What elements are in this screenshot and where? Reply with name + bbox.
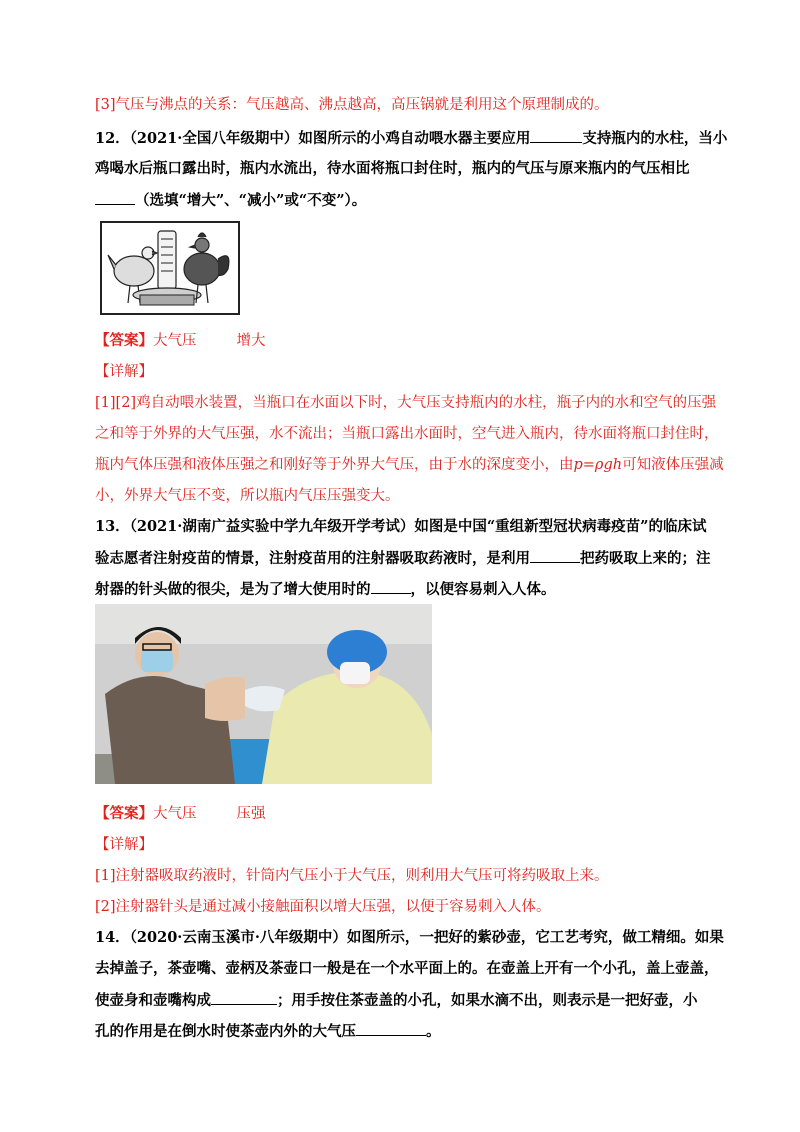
q12-line3 bbox=[95, 190, 366, 211]
q12-text-1b: 支持瓶内的水柱，当小 bbox=[582, 130, 728, 147]
q12-detail-tag: 【详解】 bbox=[95, 364, 153, 380]
q12-detail-3b: 可知液体压强减 bbox=[622, 457, 724, 473]
q12-detail-3a: 瓶内气体压强和液体压强之和刚好等于外界大气压，由于水的深度变小，由 bbox=[95, 457, 574, 473]
q13-answer-2: 压强 bbox=[236, 806, 266, 822]
q12-line2: 鸡喝水后瓶口露出时，瓶内水流出，待水面将瓶口封住时，瓶内的气压与原来瓶内的气压相比 bbox=[95, 160, 690, 177]
q13-number: 13． bbox=[95, 518, 130, 535]
chicken-feeder-illustration bbox=[102, 223, 238, 313]
answer-tag: 【答案】 bbox=[95, 332, 153, 349]
q13-blank-1[interactable] bbox=[530, 548, 580, 563]
q14-text-1: 如图所示，一把好的紫砂壶，它工艺考究，做工精细。如果 bbox=[346, 929, 724, 946]
q13-detail-2: [2]注射器针头是通过减小接触面积以增大压强，以便于容易刺入人体。 bbox=[95, 899, 551, 915]
q13-text-3a: 射器的针头做的很尖，是为了增大使用时的 bbox=[95, 581, 371, 598]
q12-source: （2021·全国八年级期中） bbox=[129, 130, 299, 147]
q12-detail-1: [1][2]鸡自动喂水装置，当瓶口在水面以下时，大气压支持瓶内的水柱，瓶子内的水和空气的压强 bbox=[95, 395, 717, 411]
q13-detail-tag: 【详解】 bbox=[95, 837, 153, 853]
q14-text-3a: 使壶身和壶嘴构成 bbox=[95, 992, 211, 1009]
q12-answer-1: 大气压 bbox=[153, 333, 197, 349]
q13-line3 bbox=[95, 579, 556, 600]
q12-number: 12． bbox=[95, 130, 130, 147]
q14-line2: 去掉盖子，茶壶嘴、壶柄及茶壶口一般是在一个水平面上的。在壶盖上开有一个小孔，盖上壶盖， bbox=[95, 960, 719, 977]
q13-line1 bbox=[95, 517, 707, 537]
chicken-feeder-figure bbox=[100, 221, 240, 315]
q14-text-4a: 孔的作用是在倒水时使茶壶内外的大气压 bbox=[95, 1023, 356, 1040]
q14-source: （2020·云南玉溪市·八年级期中） bbox=[129, 929, 347, 946]
vaccination-illustration bbox=[95, 604, 432, 784]
q13-line2 bbox=[95, 548, 711, 569]
formula: p=ρgh bbox=[573, 457, 623, 473]
q14-blank-1[interactable] bbox=[211, 990, 277, 1005]
q13-detail-1: [1]注射器吸取药液时，针筒内气压小于大气压，则利用大气压可将药吸取上来。 bbox=[95, 868, 609, 884]
q12-answer bbox=[95, 331, 266, 351]
q13-text-2a: 验志愿者注射疫苗的情景，注射疫苗用的注射器吸取药液时，是利用 bbox=[95, 550, 530, 567]
q14-text-3b: ；用手按住茶壶盖的小孔，如果水滴不出，则表示是一把好壶，小 bbox=[277, 992, 698, 1009]
q13-text-2b: 把药吸取上来的；注 bbox=[580, 550, 711, 567]
q12-blank-2[interactable] bbox=[95, 190, 135, 205]
q13-blank-2[interactable] bbox=[371, 579, 411, 594]
prev-detail-line: [3]气压与沸点的关系：气压越高、沸点越高，高压锅就是利用这个原理制成的。 bbox=[95, 97, 609, 113]
q12-text-3: （选填“增大”、“减小”或“不变”）。 bbox=[135, 192, 367, 209]
q12-detail-2: 之和等于外界的大气压强，水不流出；当瓶口露出水面时，空气进入瓶内，待水面将瓶口封住时， bbox=[95, 426, 719, 442]
q14-blank-2[interactable] bbox=[356, 1021, 426, 1036]
q12-text-1a: 如图所示的小鸡自动喂水器主要应用 bbox=[298, 130, 531, 147]
q13-text-1: 如图是中国“重组新型冠状病毒疫苗”的临床试 bbox=[414, 518, 707, 535]
q14-number: 14． bbox=[95, 929, 130, 946]
q14-line1 bbox=[95, 928, 724, 948]
q13-answer bbox=[95, 804, 266, 824]
q12-detail-3 bbox=[95, 455, 724, 475]
vaccination-photo bbox=[95, 604, 432, 784]
q14-line3 bbox=[95, 990, 698, 1011]
q14-line4 bbox=[95, 1021, 441, 1042]
q12-blank-1[interactable] bbox=[530, 128, 582, 143]
q13-answer-1: 大气压 bbox=[153, 806, 197, 822]
q14-text-4b: 。 bbox=[426, 1023, 441, 1040]
q13-text-3b: ，以便容易刺入人体。 bbox=[410, 581, 556, 598]
q12-detail-4: 小，外界大气压不变，所以瓶内气压压强变大。 bbox=[95, 488, 400, 504]
q12-line1 bbox=[95, 128, 727, 149]
answer-tag: 【答案】 bbox=[95, 805, 153, 822]
q13-source: （2021·湖南广益实验中学九年级开学考试） bbox=[129, 518, 415, 535]
q12-answer-2: 增大 bbox=[236, 333, 266, 349]
